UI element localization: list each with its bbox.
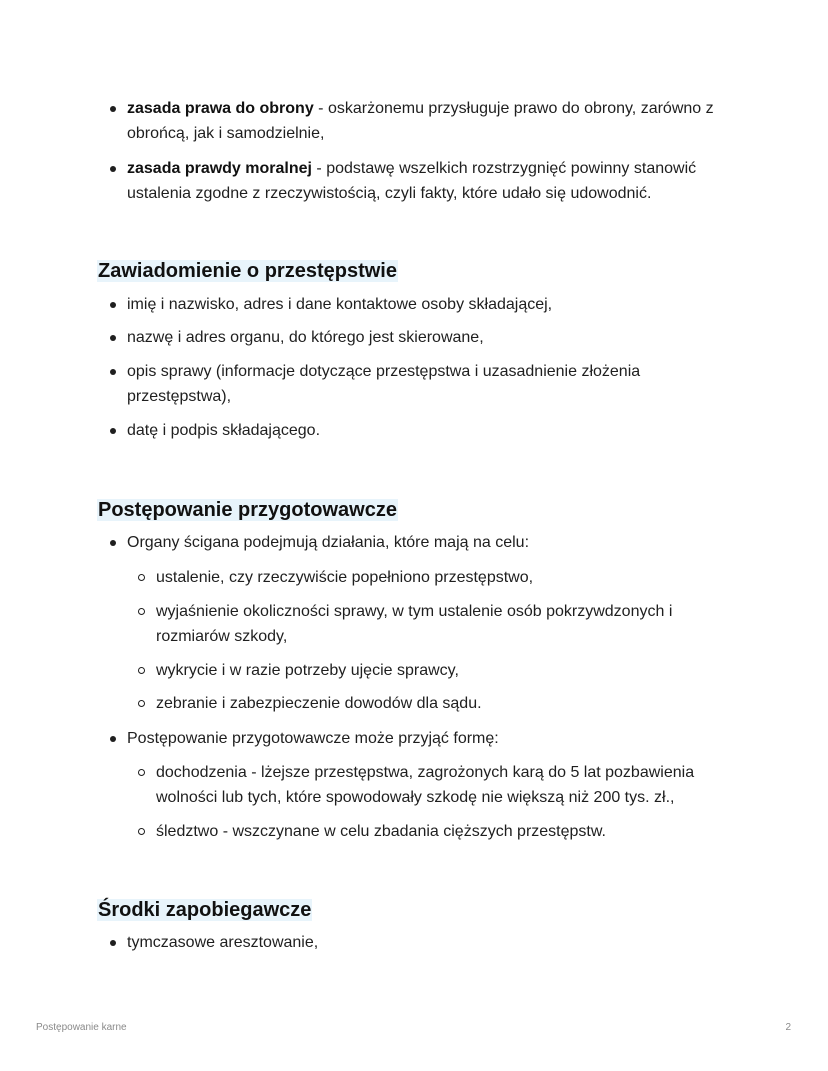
list-item [0,96,727,146]
sublist-item: śledztwo - wszczynane w celu zbadania cięższych przestępstw. [0,819,701,844]
section-heading: Zawiadomienie o przestępstwie [98,260,397,282]
bullet [110,940,116,946]
circle-bullet [138,700,145,707]
bullet [110,335,116,341]
circle-bullet [138,608,145,615]
bullet [110,106,116,112]
sublist-item: ustalenie, czy rzeczywiście popełniono przestępstwo, [0,565,701,590]
term: zasada prawa do obrony [127,100,314,117]
list-item: nazwę i adres organu, do którego jest skierowane, [0,325,727,350]
list-item: imię i nazwisko, adres i dane kontaktowe osoby składającej, [0,292,727,317]
page-number: 2 [785,1022,791,1033]
sublist-item: dochodzenia - lżejsze przestępstwa, zagrożonych karą do 5 lat pozbawienia wolności lub tych, które spowodowały szkodę nie większą niż 200 tys. zł., [0,760,716,810]
sublist-item: wyjaśnienie okoliczności sprawy, w tym ustalenie osób pokrzywdzonych i rozmiarów szkody, [0,599,701,649]
preparatory-list [0,530,828,555]
bullet [110,166,116,172]
principles-list [0,96,828,206]
list-item: Organy ścigana podejmują działania, które mają na celu: [0,530,727,555]
list-item: Postępowanie przygotowawcze może przyjąć formę: [0,726,727,751]
sublist-item: zebranie i zabezpieczenie dowodów dla sądu. [0,691,701,716]
circle-bullet [138,769,145,776]
list-item [0,156,727,206]
preparatory-list-2 [0,726,828,751]
list-item: tymczasowe aresztowanie, [0,930,727,955]
footer-title: Postępowanie karne [36,1022,127,1033]
sublist-item: wykrycie i w razie potrzeby ujęcie sprawcy, [0,658,701,683]
bullet [110,736,116,742]
bullet [110,428,116,434]
definition: - podstawę wszelkich rozstrzygnięć powinny stanowić ustalenia zgodne z rzeczywistością, czyli fakty, które udało się udowodnić. [127,160,697,202]
bullet [110,302,116,308]
list-item: opis sprawy (informacje dotyczące przestępstwa i uzasadnienie złożenia przestępstwa), [0,359,687,409]
section-heading: Środki zapobiegawcze [98,899,312,921]
section-heading: Postępowanie przygotowawcze [98,499,397,521]
bullet [110,369,116,375]
forms-sublist [0,760,828,844]
list-item: datę i podpis składającego. [0,418,727,443]
circle-bullet [138,828,145,835]
bullet [110,540,116,546]
preventive-measures-list [0,930,828,955]
preparatory-sublist [0,565,828,716]
term: zasada prawdy moralnej [127,160,312,177]
definition: - oskarżonemu przysługuje prawo do obrony, zarówno z obrońcą, jak i samodzielnie, [127,100,714,142]
circle-bullet [138,574,145,581]
notification-list [0,292,828,443]
circle-bullet [138,667,145,674]
